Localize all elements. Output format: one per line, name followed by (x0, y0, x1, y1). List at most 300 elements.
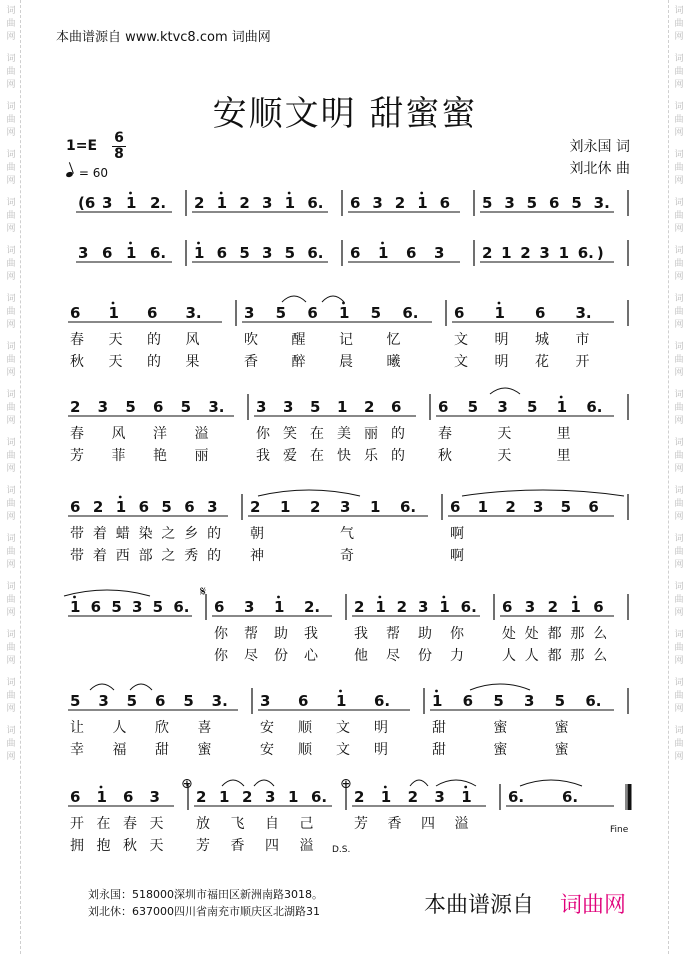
lyric-r2-v1-m0-1: 天 (108, 332, 123, 348)
watermark-char: 词 (674, 726, 684, 736)
note-r4-m0-6: 3 (207, 498, 218, 516)
lyric-r3-v1-m1-4: 丽 (364, 426, 378, 442)
note-r1-m0-2: 1 (126, 244, 137, 262)
source-note: 本曲谱源自 www.ktvc8.com 词曲网 (56, 30, 271, 45)
watermark-char: 网 (674, 176, 684, 186)
watermark-char: 网 (674, 320, 684, 330)
note-r5-m2-4: 1 (439, 598, 450, 616)
lyric-r2-v2-m1-1: 醉 (291, 354, 306, 370)
high-dot (435, 690, 438, 693)
lyric-r6-v1-m1-3: 明 (374, 720, 388, 736)
lyric-r2-v1-m0-3: 风 (185, 332, 200, 348)
note-r4-m1-2: 2 (310, 498, 321, 516)
watermark-char: 词 (674, 486, 684, 496)
note-r4-m2-4: 5 (560, 498, 572, 516)
note-r0-m2-4: 6 (439, 194, 451, 212)
lyric-r3-v2-m1-0: 我 (256, 448, 270, 464)
lyric-r5-v2-m2-0: 他 (354, 648, 368, 664)
note-r2-m1-0: 3 (244, 304, 255, 322)
lyric-r2-v2-m2-3: 开 (575, 354, 590, 370)
lyric-r5-v2-m1-3: 心 (304, 648, 318, 664)
watermark-char: 曲 (6, 403, 16, 413)
watermark-char: 词 (674, 246, 684, 256)
time-bottom: 8 (114, 146, 124, 162)
note-r5-m3-1: 3 (524, 598, 536, 616)
note-r1-m1-1: 6 (216, 244, 228, 262)
watermark-char: 曲 (674, 67, 684, 77)
watermark-char: 曲 (674, 211, 684, 221)
watermark-char: 词 (6, 582, 16, 592)
note-r7-m2-2: 2 (407, 788, 419, 806)
lyric-r2-v1-m0-2: 的 (147, 332, 161, 348)
note-r2-m2-2: 6 (535, 304, 546, 322)
watermark-char: 曲 (674, 307, 684, 317)
note-r6-m0-2: 5 (126, 692, 138, 710)
lyric-r4-v1-m2-0: 啊 (450, 526, 464, 542)
watermark-char: 网 (674, 272, 684, 282)
note-r6-m0-0: 5 (70, 692, 81, 710)
slur-10 (222, 780, 244, 786)
note-r4-m2-2: 2 (505, 498, 516, 516)
high-dot (129, 192, 132, 195)
watermark-char: 词 (6, 294, 16, 304)
note-r5-m2-5: 6. (460, 598, 477, 616)
lyric-r5-v1-m1-2: 助 (274, 626, 288, 642)
note-r3-m0-3: 6 (153, 398, 164, 416)
note-r2-m0-1: 1 (108, 304, 119, 322)
watermark-char: 词 (674, 102, 684, 112)
watermark-char: 曲 (674, 691, 684, 701)
note-r7-m1-5: 6. (311, 788, 328, 806)
watermark-char: 曲 (6, 595, 16, 605)
high-dot (442, 596, 445, 599)
watermark-char: 曲 (674, 355, 684, 365)
lyric-r3-v2-m2-1: 天 (497, 448, 512, 464)
lyric-r4-v1-m0-6: 的 (207, 526, 222, 542)
watermark-char: 网 (674, 704, 684, 714)
note-r7-m3-1: 6. (562, 788, 579, 806)
lyric-r3-v2-m1-4: 乐 (364, 448, 378, 464)
slur-4 (258, 490, 360, 496)
lyric-r7-v1-m0-3: 天 (149, 816, 164, 832)
lyric-r5-v2-m1-1: 尽 (244, 648, 258, 664)
lyric-r3-v2-m1-3: 快 (337, 448, 351, 464)
lyric-r4-v2-m0-4: 之 (161, 548, 176, 564)
watermark-char: 词 (6, 438, 16, 448)
lyric-r2-v2-m1-3: 曦 (386, 354, 401, 370)
lyric-r5-v2-m1-0: 你 (214, 648, 228, 664)
lyric-r3-v1-m1-1: 笑 (283, 426, 297, 442)
lyric-r5-v2-m3-4: 么 (593, 648, 608, 664)
lyric-r7-v2-m0-0: 拥 (70, 838, 84, 854)
high-dot (560, 396, 563, 399)
note-r1-m1-2: 5 (239, 244, 250, 262)
watermark-char: 网 (6, 32, 16, 42)
lyric-r5-v1-m3-4: 么 (593, 626, 608, 642)
watermark-char: 词 (6, 6, 16, 16)
lyric-r5-v1-m2-1: 帮 (386, 626, 400, 642)
watermark-char: 网 (6, 80, 16, 90)
note-r3-m0-2: 5 (125, 398, 136, 416)
slur-6 (64, 590, 150, 596)
watermark-char: 曲 (674, 403, 684, 413)
lyric-r4-v1-m0-3: 染 (138, 526, 153, 542)
lyric-r6-v2-m2-1: 蜜 (493, 742, 508, 758)
note-r2-m1-4: 5 (370, 304, 382, 322)
lyric-r2-v2-m0-2: 的 (147, 354, 161, 370)
watermark-char: 曲 (6, 67, 16, 77)
note-r6-m2-5: 6. (585, 692, 602, 710)
watermark-char: 网 (6, 752, 16, 762)
high-dot (381, 242, 384, 245)
note-r7-m2-1: 1 (380, 788, 392, 806)
note-r3-m0-0: 2 (70, 398, 81, 416)
note-r4-m0-1: 2 (92, 498, 104, 516)
note-r0-m2-3: 1 (417, 194, 428, 212)
note-r0-m2-1: 3 (372, 194, 383, 212)
note-r3-m0-1: 3 (97, 398, 109, 416)
lyric-r5-v1-m2-2: 助 (418, 626, 432, 642)
lyric-r6-v1-m1-1: 顺 (298, 720, 312, 736)
lyric-r3-v1-m0-3: 溢 (194, 426, 209, 442)
note-r2-m2-0: 6 (454, 304, 465, 322)
watermark-char: 网 (674, 512, 684, 522)
slur-9 (470, 684, 530, 690)
watermark-char: 网 (6, 176, 16, 186)
note-r5-m0-5: 6. (173, 598, 190, 616)
note-r6-m2-1: 6 (462, 692, 474, 710)
footer-address-1: 刘永国：518000深圳市福田区新洲南路3018。 (88, 888, 323, 901)
coda-mark-1: ⊕ (181, 776, 193, 792)
watermark-char: 网 (6, 512, 16, 522)
lyric-r3-v1-m1-5: 的 (391, 426, 405, 442)
lyric-r7-v1-m1-1: 飞 (230, 816, 245, 832)
watermark-char: 曲 (6, 499, 16, 509)
watermark-char: 曲 (6, 355, 16, 365)
note-r1-m0-1: 6 (102, 244, 113, 262)
lyric-r6-v1-m2-2: 蜜 (554, 720, 569, 736)
watermark-char: 曲 (674, 451, 684, 461)
high-dot (129, 242, 132, 245)
time-top: 6 (114, 130, 124, 146)
lyric-r6-v1-m2-0: 甜 (432, 720, 446, 736)
lyric-r3-v1-m0-1: 风 (111, 426, 126, 442)
watermark-char: 词 (6, 678, 16, 688)
note-r6-m1-3: 6. (374, 692, 391, 710)
note-r3-m2-2: 3 (497, 398, 508, 416)
watermark-char: 网 (6, 560, 16, 570)
note-r3-m2-5: 6. (586, 398, 603, 416)
key-signature: 1=E (66, 138, 98, 154)
slur-12 (410, 780, 428, 786)
note-r5-m2-0: 2 (354, 598, 365, 616)
note-r1-m1-0: 1 (194, 244, 205, 262)
note-r6-m2-2: 5 (493, 692, 504, 710)
note-r5-m1-2: 1 (274, 598, 285, 616)
lyric-r4-v2-m2-0: 啊 (450, 548, 464, 564)
lyric-r4-v2-m0-3: 部 (138, 548, 153, 564)
lyric-r4-v2-m0-6: 的 (207, 548, 222, 564)
lyric-r6-v2-m1-2: 文 (336, 742, 350, 758)
footer-address-2: 刘北休：637000四川省南充市顺庆区北湖路31 (88, 905, 320, 918)
lyric-r5-v2-m2-3: 力 (450, 648, 464, 664)
watermark-char: 曲 (6, 547, 16, 557)
note-r7-m1-1: 1 (219, 788, 230, 806)
lyric-r2-v2-m0-0: 秋 (70, 354, 84, 370)
lyric-r3-v2-m0-1: 菲 (111, 448, 126, 464)
watermark-char: 曲 (674, 259, 684, 269)
note-r1-m3-1: 1 (501, 244, 512, 262)
lyric-r4-v1-m0-5: 乡 (184, 526, 199, 542)
lyric-r6-v2-m1-1: 顺 (298, 742, 312, 758)
watermark-char: 网 (674, 464, 684, 474)
note-r5-m0-4: 5 (152, 598, 164, 616)
note-r3-m2-4: 1 (556, 398, 568, 416)
lyric-r4-v1-m0-4: 之 (161, 526, 176, 542)
lyric-r7-v1-m1-2: 自 (265, 816, 279, 832)
note-r2-m2-1: 1 (494, 304, 505, 322)
watermark-char: 词 (6, 198, 16, 208)
watermark-char: 曲 (6, 643, 16, 653)
watermark-char: 曲 (6, 19, 16, 29)
note-r2-m1-2: 6 (307, 304, 318, 322)
lyric-r7-v1-m2-2: 四 (421, 816, 435, 832)
lyric-r3-v1-m2-2: 里 (556, 426, 571, 442)
note-r7-m2-0: 2 (354, 788, 365, 806)
note-r5-m0-1: 6 (90, 598, 102, 616)
note-r7-m0-3: 3 (149, 788, 160, 806)
lyric-r2-v2-m0-1: 天 (108, 354, 123, 370)
note-r3-m1-0: 3 (256, 398, 267, 416)
watermark-char: 词 (674, 342, 684, 352)
lyric-r6-v1-m0-2: 欣 (155, 720, 169, 736)
watermark-char: 词 (674, 54, 684, 64)
watermark-char: 词 (6, 342, 16, 352)
note-r7-m1-3: 3 (265, 788, 276, 806)
note-r2-m1-5: 6. (402, 304, 419, 322)
note-r7-m1-4: 1 (288, 788, 299, 806)
high-dot (100, 786, 103, 789)
high-dot (464, 786, 467, 789)
high-dot (378, 596, 381, 599)
note-r0-m0-1: 3 (102, 194, 113, 212)
watermark-char: 词 (6, 54, 16, 64)
watermark-char: 曲 (674, 547, 684, 557)
note-r5-m2-3: 3 (418, 598, 429, 616)
high-dot (498, 302, 501, 305)
slur-3 (490, 388, 520, 394)
note-r1-m3-5: 6. (577, 244, 594, 262)
high-dot (112, 302, 115, 305)
note-r3-m2-3: 5 (527, 398, 538, 416)
note-r7-m0-0: 6 (70, 788, 81, 806)
note-r5-m1-3: 2. (304, 598, 321, 616)
lyric-r3-v2-m1-2: 在 (310, 448, 324, 464)
note-r3-m2-0: 6 (438, 398, 449, 416)
lyric-r4-v1-m0-2: 蜡 (115, 526, 130, 542)
watermark-char: 词 (6, 726, 16, 736)
note-r4-m2-5: 6 (588, 498, 599, 516)
watermark-char: 词 (674, 6, 684, 16)
lyric-r3-v1-m2-1: 天 (497, 426, 512, 442)
note-r0-m1-5: 6. (307, 194, 324, 212)
lyric-r3-v2-m2-0: 秋 (438, 448, 452, 464)
note-r2-m0-2: 6 (147, 304, 158, 322)
note-r4-m0-2: 1 (115, 498, 127, 516)
slur-2 (322, 296, 344, 302)
lyric-r6-v2-m0-2: 甜 (155, 742, 169, 758)
lyric-r5-v1-m1-1: 帮 (244, 626, 258, 642)
lyric-r7-v2-m1-1: 香 (230, 838, 245, 854)
watermark-char: 词 (6, 150, 16, 160)
lyric-r6-v1-m1-2: 文 (336, 720, 350, 736)
page-title: 安顺文明 甜蜜蜜 (212, 94, 478, 134)
lyric-r4-v2-m0-2: 西 (115, 548, 130, 564)
lyric-r3-v1-m1-2: 在 (310, 426, 324, 442)
note-r1-m2-2: 6 (406, 244, 417, 262)
note-r3-m2-1: 5 (467, 398, 479, 416)
lyric-r2-v1-m1-1: 醒 (291, 332, 306, 348)
note-r5-m3-0: 6 (502, 598, 513, 616)
note-r6-m0-1: 3 (98, 692, 109, 710)
lyric-r7-v1-m2-0: 芳 (354, 816, 368, 832)
note-r2-m0-0: 6 (70, 304, 81, 322)
watermark-char: 网 (6, 128, 16, 138)
watermark-char: 网 (6, 224, 16, 234)
high-dot (73, 596, 76, 599)
note-r5-m3-2: 2 (547, 598, 559, 616)
note-r0-m2-0: 6 (350, 194, 361, 212)
lyric-r3-v1-m2-0: 春 (438, 426, 452, 442)
lyric-r2-v1-m2-0: 文 (454, 332, 468, 348)
note-r7-m0-2: 6 (123, 788, 134, 806)
lyric-r6-v1-m0-1: 人 (112, 720, 127, 736)
note-r5-m0-2: 5 (111, 598, 122, 616)
note-r1-m1-3: 3 (262, 244, 273, 262)
note-r7-m0-1: 1 (96, 788, 107, 806)
lyric-r7-v1-m0-0: 开 (70, 816, 84, 832)
lyric-r2-v1-m2-1: 明 (494, 332, 509, 348)
watermark-char: 曲 (674, 163, 684, 173)
watermark-char: 网 (674, 416, 684, 426)
lyric-r5-v2-m3-3: 那 (570, 648, 585, 664)
lyric-r6-v1-m0-3: 喜 (197, 720, 212, 736)
lyric-r7-v1-m2-1: 香 (387, 816, 402, 832)
note-r1-m2-0: 6 (350, 244, 361, 262)
note-r5-m0-3: 3 (132, 598, 143, 616)
note-r4-m1-4: 1 (370, 498, 381, 516)
watermark-char: 词 (674, 198, 684, 208)
watermark-char: 网 (674, 656, 684, 666)
brand-site-name: 词曲网 (560, 893, 627, 918)
lyric-r3-v1-m1-3: 美 (337, 426, 351, 442)
watermark-char: 网 (674, 128, 684, 138)
note-r0-m0-0: (6 (78, 194, 96, 212)
watermark-char: 词 (6, 390, 16, 400)
note-r1-m3-4: 1 (558, 244, 570, 262)
watermark-char: 网 (6, 656, 16, 666)
note-r3-m1-5: 6 (391, 398, 402, 416)
note-r4-m1-1: 1 (280, 498, 291, 516)
high-dot (197, 242, 200, 245)
watermark-char: 曲 (6, 211, 16, 221)
slur-13 (436, 780, 476, 786)
lyric-r2-v1-m1-0: 吹 (244, 332, 258, 348)
high-dot (277, 596, 280, 599)
coda-mark-2: ⊕ (340, 776, 352, 792)
watermark-char: 曲 (6, 307, 16, 317)
high-dot (288, 192, 291, 195)
note-r0-m3-4: 5 (571, 194, 582, 212)
watermark-char: 词 (674, 438, 684, 448)
watermark-char: 词 (674, 678, 684, 688)
high-dot (574, 596, 577, 599)
note-r0-m3-2: 5 (526, 194, 538, 212)
lyric-r2-v1-m1-2: 记 (339, 332, 353, 348)
watermark-char: 词 (674, 630, 684, 640)
lyric-r5-v1-m1-3: 我 (304, 626, 318, 642)
lyric-r7-v2-m0-2: 秋 (123, 838, 137, 854)
watermark-char: 曲 (674, 19, 684, 29)
note-r6-m0-5: 3. (211, 692, 228, 710)
note-r1-m2-3: 3 (434, 244, 445, 262)
lyric-r7-v2-m1-3: 溢 (299, 838, 314, 854)
note-r0-m1-1: 1 (216, 194, 228, 212)
note-r6-m0-4: 5 (183, 692, 194, 710)
lyric-r5-v1-m3-3: 那 (570, 626, 585, 642)
high-dot (339, 690, 342, 693)
brand-text: 本曲谱源自 (424, 893, 535, 918)
watermark-char: 曲 (674, 739, 684, 749)
lyric-r7-v1-m2-3: 溢 (454, 816, 469, 832)
high-dot (220, 192, 223, 195)
watermark-char: 曲 (674, 595, 684, 605)
lyric-r3-v2-m2-2: 里 (556, 448, 571, 464)
lyric-r5-v1-m2-3: 你 (450, 626, 464, 642)
note-r5-m0-0: 1 (70, 598, 81, 616)
watermark-char: 网 (6, 272, 16, 282)
lyric-r5-v2-m2-1: 尽 (386, 648, 400, 664)
watermark-char: 网 (674, 752, 684, 762)
note-r4-m2-0: 6 (450, 498, 461, 516)
watermark-char: 网 (674, 608, 684, 618)
lyric-r5-v1-m2-0: 我 (354, 626, 368, 642)
note-r2-m0-3: 3. (185, 304, 202, 322)
note-r0-m0-2: 1 (126, 194, 137, 212)
lyric-r5-v1-m1-0: 你 (214, 626, 228, 642)
watermark-char: 曲 (674, 643, 684, 653)
note-r4-m2-3: 3 (533, 498, 544, 516)
lyric-r4-v1-m1-0: 朝 (250, 526, 264, 542)
lyric-r6-v2-m1-3: 明 (374, 742, 388, 758)
lyric-r3-v2-m0-2: 艳 (153, 448, 167, 464)
note-r3-m1-1: 3 (283, 398, 294, 416)
lyric-r2-v2-m1-0: 香 (244, 354, 258, 370)
note-r2-m2-3: 3. (575, 304, 592, 322)
note-r0-m1-4: 1 (284, 194, 296, 212)
lyric-r4-v2-m0-0: 带 (70, 548, 84, 564)
watermark-char: 词 (674, 150, 684, 160)
lyric-r4-v2-m1-0: 神 (250, 548, 264, 564)
lyric-r6-v2-m2-2: 蜜 (554, 742, 569, 758)
note-r1-m3-6: ) (596, 244, 604, 262)
watermark-char: 词 (6, 102, 16, 112)
note-r7-m2-4: 1 (461, 788, 472, 806)
watermark-char: 词 (6, 246, 16, 256)
lyric-r6-v2-m0-1: 福 (112, 742, 127, 758)
note-r4-m0-4: 5 (161, 498, 172, 516)
watermark-char: 词 (6, 630, 16, 640)
